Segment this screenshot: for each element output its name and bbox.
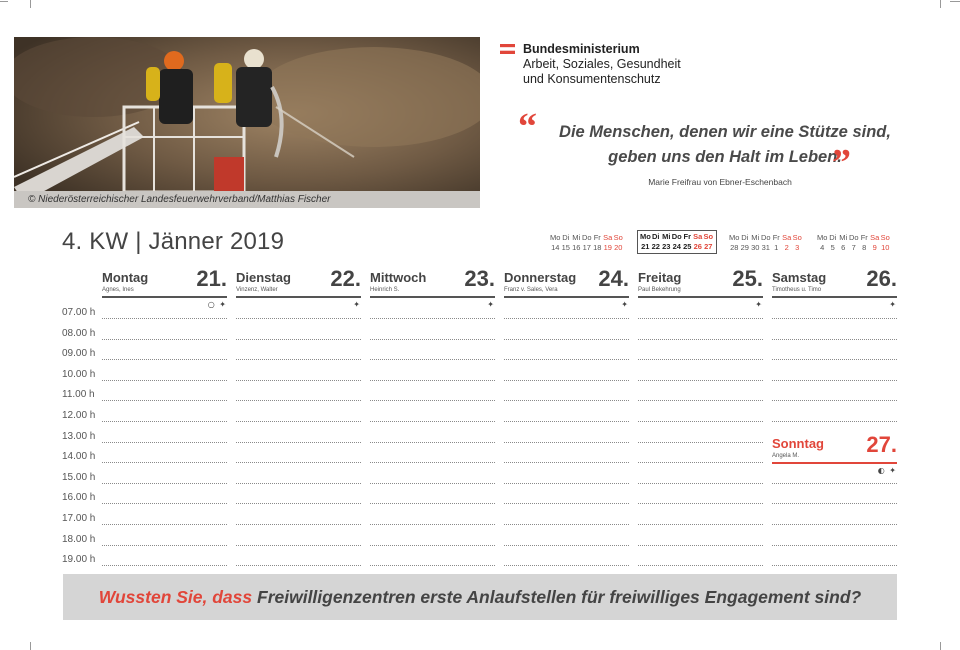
day-header-sunday	[772, 432, 897, 477]
time-slot-line[interactable]	[504, 380, 629, 381]
time-slot-line[interactable]	[236, 524, 361, 525]
mini-calendar	[550, 233, 624, 253]
header-photo	[14, 37, 480, 207]
time-slot-line[interactable]	[370, 442, 495, 443]
day-cell: 2	[784, 243, 789, 252]
day-name: Donnerstag	[504, 270, 577, 285]
time-slot-line[interactable]	[236, 545, 361, 546]
weekday-abbr: Mi	[751, 233, 760, 242]
time-slot-line[interactable]	[772, 483, 897, 484]
weekday-abbr: Do	[671, 232, 682, 241]
weekday-abbr: Mi	[572, 233, 581, 242]
name-day: Heinrich S.	[370, 287, 400, 293]
day-number: 21.	[196, 266, 227, 291]
weekday-abbr: Sa	[603, 233, 613, 242]
day-cell: 1	[774, 243, 779, 252]
time-label: 15.00 h	[62, 471, 96, 483]
firefighters-photo	[14, 37, 480, 207]
day-cell: 6	[841, 243, 846, 252]
crop-mark	[0, 1, 8, 2]
crop-mark	[940, 0, 941, 8]
fact-banner-rest: Freiwilligenzentren erste Anlaufstellen für freiwilliges Engagement sind?	[252, 587, 862, 607]
day-cell: 28	[730, 243, 739, 252]
quote-open-mark: “	[518, 106, 537, 148]
moon-phase-icon: ✦	[353, 300, 361, 309]
time-slot-line[interactable]	[102, 359, 227, 360]
time-slot-line[interactable]	[236, 359, 361, 360]
time-slot-line[interactable]	[102, 400, 227, 401]
weekday-abbr: Mo	[817, 233, 828, 242]
crop-mark	[940, 642, 941, 650]
weekday-abbr: Di	[741, 233, 749, 242]
day-cell: 5	[830, 243, 835, 252]
weekday-abbr: Fr	[772, 233, 780, 242]
time-slot-line[interactable]	[504, 462, 629, 463]
day-underline	[772, 296, 897, 298]
day-cell: 7	[851, 243, 856, 252]
mini-calendar-header	[550, 233, 624, 243]
moon-phase-icon: ◐ ✦	[877, 466, 897, 475]
time-slot-line[interactable]	[504, 318, 629, 319]
time-slot-line[interactable]	[370, 524, 495, 525]
time-slot-line[interactable]	[638, 318, 763, 319]
day-cell: 27	[704, 242, 713, 251]
crop-mark	[30, 642, 31, 650]
day-cell: 19	[603, 243, 612, 252]
weekday-abbr: Di	[829, 233, 837, 242]
day-cell: 15	[561, 243, 570, 252]
day-name: Samstag	[772, 270, 827, 285]
day-name: Sonntag	[772, 436, 824, 451]
time-slot-line[interactable]	[370, 503, 495, 504]
crop-mark	[30, 0, 31, 8]
time-slot-line[interactable]	[102, 339, 227, 340]
time-slot-line[interactable]	[370, 359, 495, 360]
moon-phase-icon: ✦	[755, 300, 763, 309]
time-label: 17.00 h	[62, 513, 96, 524]
time-slot-line[interactable]	[638, 524, 763, 525]
day-cell: 17	[582, 243, 591, 252]
weekday-abbr: Mi	[839, 233, 848, 242]
mini-calendar-header	[729, 233, 803, 243]
time-slot-line[interactable]	[504, 421, 629, 422]
day-name: Mittwoch	[370, 270, 427, 285]
time-slot-line[interactable]	[772, 400, 897, 401]
time-slot-line[interactable]	[370, 545, 495, 546]
day-cell: 3	[795, 243, 800, 252]
weekday-abbr: Fr	[683, 232, 691, 241]
time-slot-line[interactable]	[504, 503, 629, 504]
day-underline	[102, 296, 227, 298]
day-name: Dienstag	[236, 270, 291, 285]
time-slot-line[interactable]	[102, 565, 227, 566]
day-number: 22.	[330, 266, 361, 291]
weekday-abbr: So	[613, 233, 623, 242]
time-slot-line[interactable]	[102, 421, 227, 422]
weekday-abbr: Do	[848, 233, 859, 242]
time-label: 07.00 h	[62, 307, 96, 318]
weekday-abbr: Do	[581, 233, 592, 242]
ministry-line3: und Konsumentenschutz	[523, 72, 661, 86]
time-slot-line[interactable]	[102, 545, 227, 546]
moon-phase-icon: ○ ✦	[207, 300, 227, 309]
day-cell: 23	[662, 242, 671, 251]
day-cell: 29	[740, 243, 749, 252]
name-day: Timotheus u. Timo	[772, 287, 822, 293]
weekday-abbr: Mo	[640, 232, 651, 241]
time-label: 19.00 h	[62, 554, 96, 566]
time-slot-line[interactable]	[370, 421, 495, 422]
mini-calendar	[637, 230, 717, 254]
time-slot-line[interactable]	[236, 339, 361, 340]
weekday-abbr: Do	[760, 233, 771, 242]
weekday-abbr: Mo	[550, 233, 561, 242]
time-label: 11.00 h	[62, 389, 95, 401]
time-label: 10.00 h	[62, 368, 96, 380]
time-slot-line[interactable]	[638, 339, 763, 340]
time-slot-line[interactable]	[504, 339, 629, 340]
day-name: Montag	[102, 270, 149, 285]
name-day: Angela M.	[772, 453, 800, 459]
day-cell: 26	[693, 242, 702, 251]
time-slot-line[interactable]	[638, 503, 763, 504]
time-slot-line[interactable]	[504, 400, 629, 401]
day-underline	[504, 296, 629, 298]
mini-calendar-days	[817, 243, 891, 253]
time-slot-line[interactable]	[236, 421, 361, 422]
austria-flag-icon	[500, 44, 515, 54]
day-underline	[236, 296, 361, 298]
time-label: 18.00 h	[62, 533, 96, 545]
time-slot-line[interactable]	[772, 380, 897, 381]
time-slot-line[interactable]	[102, 442, 227, 443]
time-slot-line[interactable]	[772, 339, 897, 340]
quote-text	[540, 120, 910, 170]
day-number: 27.	[866, 432, 897, 457]
time-label: 12.00 h	[62, 410, 96, 421]
day-cell: 30	[751, 243, 760, 252]
weekday-abbr: Sa	[782, 233, 792, 242]
time-label: 13.00 h	[62, 430, 96, 442]
ministry-logo-text	[523, 42, 681, 87]
time-slot-line[interactable]	[638, 421, 763, 422]
quote-line1: Die Menschen, denen wir eine Stütze sind,	[559, 123, 891, 141]
time-slot-line[interactable]	[102, 318, 227, 319]
ministry-line2: Arbeit, Soziales, Gesundheit	[523, 57, 681, 71]
time-slot-line[interactable]	[370, 462, 495, 463]
quote-close-mark: ”	[832, 142, 851, 184]
weekday-abbr: Sa	[870, 233, 880, 242]
time-slot-line[interactable]	[638, 565, 763, 566]
time-slot-line[interactable]	[370, 380, 495, 381]
day-underline	[638, 296, 763, 298]
time-slot-line[interactable]	[236, 565, 361, 566]
time-slot-line[interactable]	[772, 318, 897, 319]
name-day: Agnes, Ines	[102, 287, 134, 293]
day-cell: 18	[593, 243, 602, 252]
weekday-abbr: Sa	[693, 232, 703, 241]
day-number: 25.	[732, 266, 763, 291]
day-cell: 8	[862, 243, 867, 252]
time-slot-line[interactable]	[504, 483, 629, 484]
time-slot-line[interactable]	[236, 318, 361, 319]
time-slot-line[interactable]	[772, 545, 897, 546]
day-number: 26.	[866, 266, 897, 291]
mini-calendar-header	[817, 233, 891, 243]
time-label: 14.00 h	[62, 451, 96, 463]
crop-mark	[950, 1, 960, 2]
day-name: Freitag	[638, 270, 682, 285]
time-slot-line[interactable]	[772, 524, 897, 525]
weekday-abbr: Di	[562, 233, 570, 242]
time-slot-line[interactable]	[504, 545, 629, 546]
day-cell: 25	[683, 242, 692, 251]
name-day: Franz v. Sales, Vera	[504, 287, 558, 293]
weekday-abbr: Mo	[729, 233, 740, 242]
day-cell: 22	[651, 242, 660, 251]
time-slot-line[interactable]	[236, 483, 361, 484]
weekday-abbr: Fr	[860, 233, 868, 242]
time-slot-line[interactable]	[638, 545, 763, 546]
day-cell: 4	[820, 243, 825, 252]
time-slot-line[interactable]	[504, 524, 629, 525]
quote-line2: geben uns den Halt im Leben.	[608, 148, 842, 166]
time-slot-line[interactable]	[236, 503, 361, 504]
time-slot-line[interactable]	[102, 462, 227, 463]
time-slot-line[interactable]	[236, 462, 361, 463]
day-cell: 31	[761, 243, 770, 252]
time-slot-line[interactable]	[236, 380, 361, 381]
mini-calendar	[729, 233, 803, 253]
time-slot-line[interactable]	[638, 359, 763, 360]
time-slot-line[interactable]	[102, 483, 227, 484]
moon-phase-icon: ✦	[889, 300, 897, 309]
time-slot-line[interactable]	[772, 503, 897, 504]
time-slot-line[interactable]	[370, 400, 495, 401]
time-slot-line[interactable]	[236, 400, 361, 401]
mini-calendar-days	[550, 243, 624, 253]
day-underline	[772, 462, 897, 464]
day-cell: 10	[881, 243, 890, 252]
day-cell: 21	[641, 242, 650, 251]
day-number: 24.	[598, 266, 629, 291]
time-label: 08.00 h	[62, 327, 96, 339]
time-slot-line[interactable]	[370, 483, 495, 484]
ministry-line1: Bundesministerium	[523, 42, 640, 56]
time-slot-line[interactable]	[504, 442, 629, 443]
day-underline	[370, 296, 495, 298]
name-day: Paul Bekehrung	[638, 287, 681, 293]
week-title: 4. KW | Jänner 2019	[62, 228, 285, 255]
time-label: 16.00 h	[62, 492, 96, 504]
time-slot-line[interactable]	[638, 462, 763, 463]
time-slot-line[interactable]	[772, 421, 897, 422]
day-cell: 20	[614, 243, 623, 252]
time-slot-line[interactable]	[370, 565, 495, 566]
weekday-abbr: So	[880, 233, 890, 242]
time-slot-line[interactable]	[236, 442, 361, 443]
time-slot-line[interactable]	[638, 400, 763, 401]
time-slot-line[interactable]	[504, 359, 629, 360]
mini-calendar	[817, 233, 891, 253]
mini-calendar-header	[640, 232, 714, 242]
fact-banner-text	[63, 574, 897, 620]
day-cell: 16	[572, 243, 581, 252]
weekday-abbr: Mi	[662, 232, 671, 241]
quote-author: Marie Freifrau von Ebner-Eschenbach	[648, 177, 792, 187]
time-slot-line[interactable]	[102, 524, 227, 525]
weekday-abbr: Di	[652, 232, 660, 241]
time-slot-line[interactable]	[638, 483, 763, 484]
day-cell: 24	[672, 242, 681, 251]
day-cell: 14	[551, 243, 560, 252]
mini-calendar-days	[640, 242, 714, 252]
moon-phase-icon: ✦	[487, 300, 495, 309]
day-cell: 9	[872, 243, 877, 252]
time-slot-line[interactable]	[638, 442, 763, 443]
weekday-abbr: So	[792, 233, 802, 242]
time-slot-line[interactable]	[370, 339, 495, 340]
weekday-abbr: So	[703, 232, 714, 241]
time-slot-line[interactable]	[370, 318, 495, 319]
time-slot-line[interactable]	[638, 380, 763, 381]
time-slot-line[interactable]	[102, 380, 227, 381]
time-slot-line[interactable]	[102, 503, 227, 504]
time-slot-line[interactable]	[772, 359, 897, 360]
photo-credit: © Niederösterreichischer Landesfeuerwehrverband/Matthias Fischer	[14, 191, 480, 208]
weekday-abbr: Fr	[593, 233, 601, 242]
time-label: 09.00 h	[62, 348, 96, 360]
fact-banner-highlight: Wussten Sie, dass	[98, 587, 253, 607]
time-slot-line[interactable]	[504, 565, 629, 566]
day-number: 23.	[464, 266, 495, 291]
time-slot-line[interactable]	[772, 565, 897, 566]
moon-phase-icon: ✦	[621, 300, 629, 309]
mini-calendar-days	[729, 243, 803, 253]
name-day: Vinzenz, Walter	[236, 287, 278, 293]
